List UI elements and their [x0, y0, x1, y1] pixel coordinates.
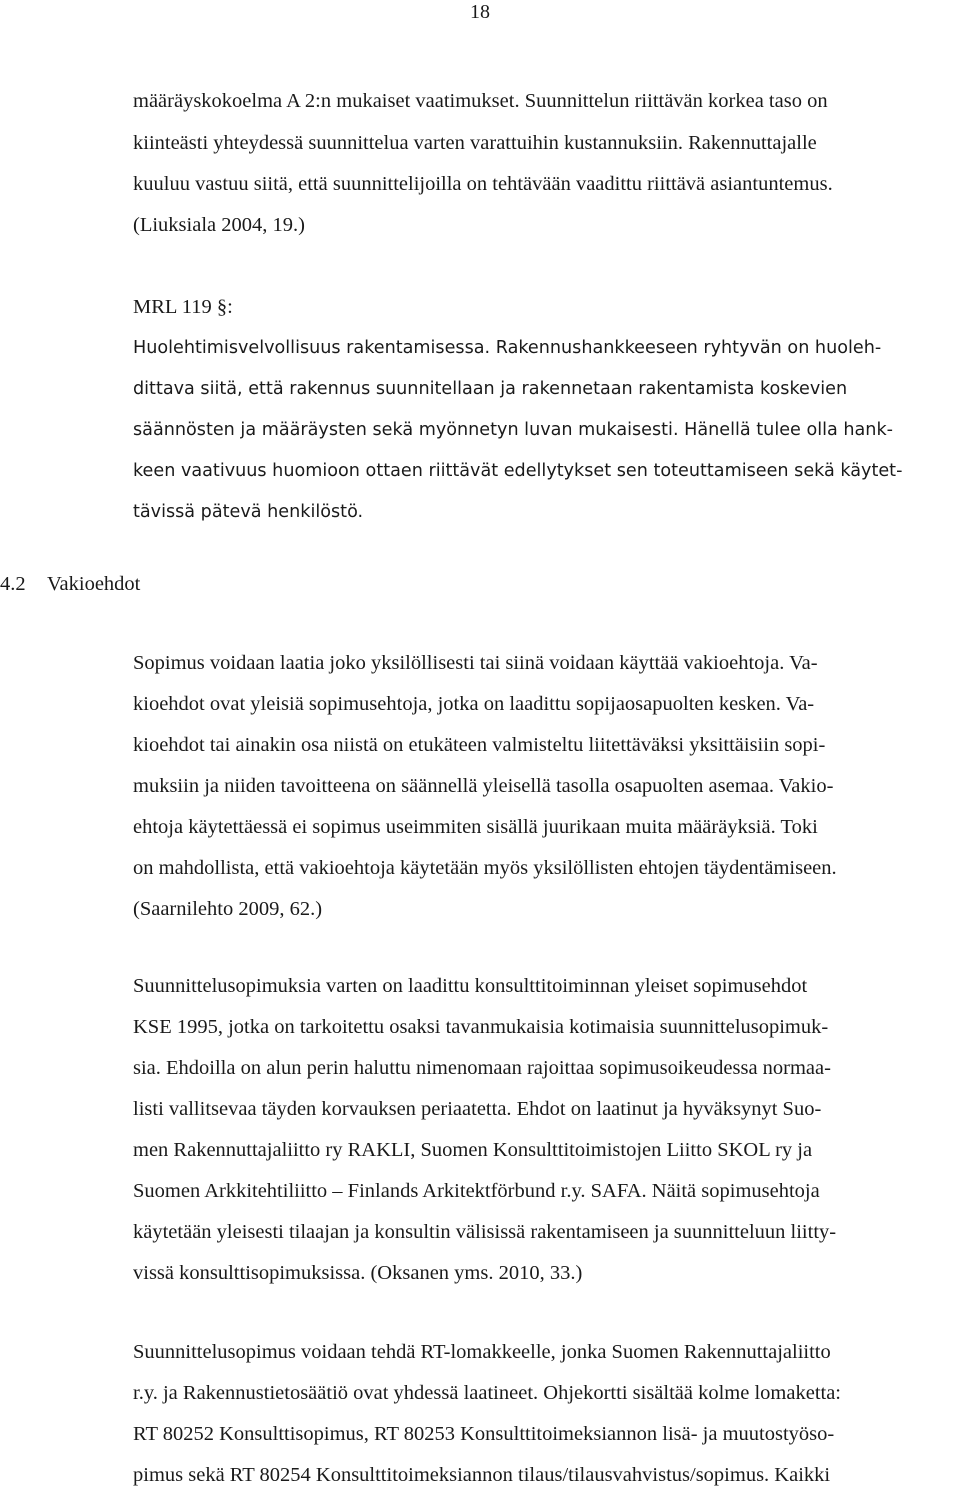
text-line: KSE 1995, jotka on tarkoitettu osaksi tavanmukaisia kotimaisia suunnittelusopimuk- [133, 1016, 829, 1038]
text-line: men Rakennuttajaliitto ry RAKLI, Suomen Konsulttitoimistojen Liitto SKOL ry ja [133, 1139, 813, 1161]
text-line: kuuluu vastuu siitä, että suunnittelijoilla on tehtävään vaadittu riittävä asiantuntemus. [133, 173, 833, 195]
text-line: keen vaativuus huomioon ottaen riittävät edellytykset sen toteuttamiseen sekä käytet- [133, 461, 903, 481]
text-line: säännösten ja määräysten sekä myönnetyn luvan mukaisesti. Hänellä tulee olla hank- [133, 420, 893, 440]
text-line: kiinteästi yhteydessä suunnittelua varten varattuihin kustannuksiin. Rakennuttajalle [133, 132, 817, 154]
text-line: listi vallitsevaa täyden korvauksen periaatetta. Ehdot on laatinut ja hyväksynyt Suo- [133, 1098, 822, 1120]
text-line: muksiin ja niiden tavoitteena on säännellä yleisellä tasolla osapuolten asemaa. Vakio- [133, 775, 834, 797]
section-title: Vakioehdot [47, 573, 141, 595]
text-line: määräyskokoelma A 2:n mukaiset vaatimukset. Suunnittelun riittävän korkea taso on [133, 90, 828, 112]
text-line: on mahdollista, että vakioehtoja käytetään myös yksilöllisten ehtojen täydentämiseen. [133, 857, 837, 879]
text-line: sia. Ehdoilla on alun perin haluttu nimenomaan rajoittaa sopimusoikeudessa normaa- [133, 1057, 831, 1079]
text-line: Suomen Arkkitehtiliitto – Finlands Arkitektförbund r.y. SAFA. Näitä sopimusehtoja [133, 1180, 820, 1202]
text-line: kioehdot ovat yleisiä sopimusehtoja, jotka on laadittu sopijaosapuolten kesken. Va- [133, 693, 815, 715]
section-heading [0, 572, 140, 596]
text-line: tävissä pätevä henkilöstö. [133, 502, 364, 522]
section-number: 4.2 [0, 573, 26, 595]
page-number: 18 [470, 1, 490, 23]
text-line: r.y. ja Rakennustietosäätiö ovat yhdessä laatineet. Ohjekortti sisältää kolme lomaketta: [133, 1382, 842, 1404]
text-line: ehtoja käytettäessä ei sopimus useimmiten sisällä juurikaan muita määräyksiä. Toki [133, 816, 818, 838]
text-line: Suunnittelusopimus voidaan tehdä RT-lomakkeelle, jonka Suomen Rakennuttajaliitto [133, 1341, 831, 1363]
text-line: käytetään yleisesti tilaajan ja konsultin välisissä rakentamiseen ja suunnitteluun liitty- [133, 1221, 837, 1243]
text-line: Suunnittelusopimuksia varten on laadittu konsulttitoiminnan yleiset sopimusehdot [133, 975, 808, 997]
text-line: (Saarnilehto 2009, 62.) [133, 898, 323, 920]
text-line: Sopimus voidaan laatia joko yksilöllisesti tai siinä voidaan käyttää vakioehtoja. Va- [133, 652, 818, 674]
text-line: kioehdot tai ainakin osa niistä on etukäteen valmisteltu liitettäväksi yksittäisiin sopi- [133, 734, 826, 756]
law-reference: MRL 119 §: [133, 296, 233, 318]
text-line: pimus sekä RT 80254 Konsulttitoimeksiannon tilaus/tilausvahvistus/sopimus. Kaikki [133, 1464, 831, 1486]
text-line: dittava siitä, että rakennus suunnitellaan ja rakennetaan rakentamista koskevien [133, 379, 848, 399]
text-line: (Liuksiala 2004, 19.) [133, 214, 305, 236]
text-line: Huolehtimisvelvollisuus rakentamisessa. Rakennushankkeeseen ryhtyvän on huoleh- [133, 338, 882, 358]
text-line: RT 80252 Konsulttisopimus, RT 80253 Konsulttitoimeksiannon lisä- ja muutostyöso- [133, 1423, 835, 1445]
text-line: vissä konsulttisopimuksissa. (Oksanen yms. 2010, 33.) [133, 1262, 583, 1284]
